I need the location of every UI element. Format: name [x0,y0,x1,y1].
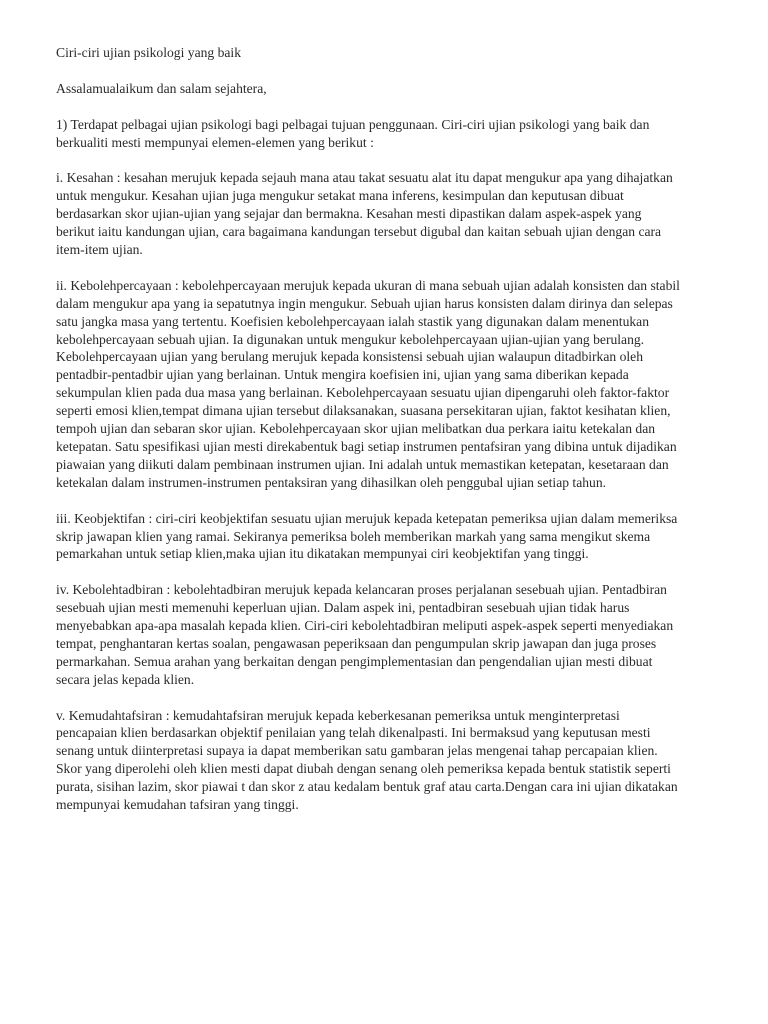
paragraph-kemudahtafsiran: v. Kemudahtafsiran : kemudahtafsiran merujuk kepada keberkesanan pemeriksa untuk menginterpretasi pencapaian klien berdasarkan objektif penilaian yang telah dikenalpasti. Ini bermaksud yang keputusan mesti senang untuk diinterpretasi supaya ia dapat memberikan satu gambaran jelas mengenai tahap percapaian klien. Skor yang diperolehi oleh klien mesti dapat diubah dengan senang oleh pemeriksa kepada bentuk statistik seperti purata, sisihan lazim, skor piawai t dan skor z atau kedalam bentuk graf atau carta.Dengan cara ini ujian dikatakan mempunyai kemudahan tafsiran yang tinggi. [56,707,678,813]
paragraph-kebolehpercayaan: ii. Kebolehpercayaan : kebolehpercayaan merujuk kepada ukuran di mana sebuah ujian adalah konsisten dan stabil dalam mengukur apa yang ia sepatutnya ingin mengukur. Sebuah ujian harus konsisten dalam dirinya dan selepas satu jangka masa yang tertentu. Koefisien kebolehpercayaan ialah stastik yang digunakan dalam menentukan kebolehpercayaan sebuah ujian. Ia digunakan untuk mengukur kebolehpercayaan ujian-ujian yang berulang. Kebolehpercayaan ujian yang berulang merujuk kepada konsistensi sebuah ujian walaupun ditadbirkan oleh pentadbir-pentadbir ujian yang berlainan. Untuk mengira koefisien ini, ujian yang sama diberikan kepada sekumpulan klien pada dua masa yang berlainan. Kebolehpercayaan sesuatu ujian dipengaruhi oleh faktor-faktor seperti emosi klien,tempat dimana ujian tersebut dilaksanakan, suasana persekitaran ujian, faktot kesihatan klien, tempoh ujian dan sebaran skor ujian. Kebolehpercayaan skor ujian melibatkan dua perkara iaitu ketekalan dan ketepatan. Satu spesifikasi ujian mesti direkabentuk bagi setiap instrumen pentafsiran yang dibina untuk dijadikan piawaian yang diikuti dalam pembinaan instrumen ujian. Ini adalah untuk memastikan ketepatan, kesetaraan dan ketekalan dalam instrumen-instrumen pentaksiran yang dihasilkan oleh penggubal ujian setiap tahun. [56,277,680,490]
paragraph-keobjektifan: iii. Keobjektifan : ciri-ciri keobjektifan sesuatu ujian merujuk kepada ketepatan pemeriksa ujian dalam memeriksa skrip jawapan klien yang ramai. Sekiranya pemeriksa boleh memberikan markah yang sama mengikut skema pemarkahan untuk setiap klien,maka ujian itu dikatakan mempunyai ciri keobjektifan yang tinggi. [56,510,678,562]
paragraph-kesahan: i. Kesahan : kesahan merujuk kepada sejauh mana atau takat sesuatu alat itu dapat mengukur apa yang dihajatkan untuk mengukur. Kesahan ujian juga mengukur setakat mana inferens, kesimpulan dan keputusan dibuat berdasarkan skor ujian-ujian yang sejajar dan bermakna. Kesahan mesti dipastikan dalam aspek-aspek yang berikut iaitu kandungan ujian, cara bagaimana kandungan tersebut digubal dan kaitan sebuah ujian dengan cara item-item ujian. [56,170,673,258]
intro-paragraph: 1) Terdapat pelbagai ujian psikologi bagi pelbagai tujuan penggunaan. Ciri-ciri ujian psikologi yang baik dan berkualiti mesti mempunyai elemen-elemen yang berikut : [56,116,650,150]
greeting: Assalamualaikum dan salam sejahtera, [56,80,267,96]
paragraph-kebolehtadbiran: iv. Kebolehtadbiran : kebolehtadbiran merujuk kepada kelancaran proses perjalanan sesebuah ujian. Pentadbiran sesebuah ujian mesti memenuhi keperluan ujian. Dalam aspek ini, pentadbiran sesebuah ujian tidak harus menyebabkan apa-apa masalah kepada klien. Ciri-ciri kebolehtadbiran meliputi aspek-aspek seperti menyediakan tempat, penghantaran kertas soalan, pengawasan peperiksaan dan pengumpulan skrip jawapan dan juga proses permarkahan. Semua arahan yang berkaitan dengan pengimplementasian dan pengendalian ujian mesti dibuat secara jelas kepada klien. [56,582,674,687]
document-title: Ciri-ciri ujian psikologi yang baik [56,45,241,60]
